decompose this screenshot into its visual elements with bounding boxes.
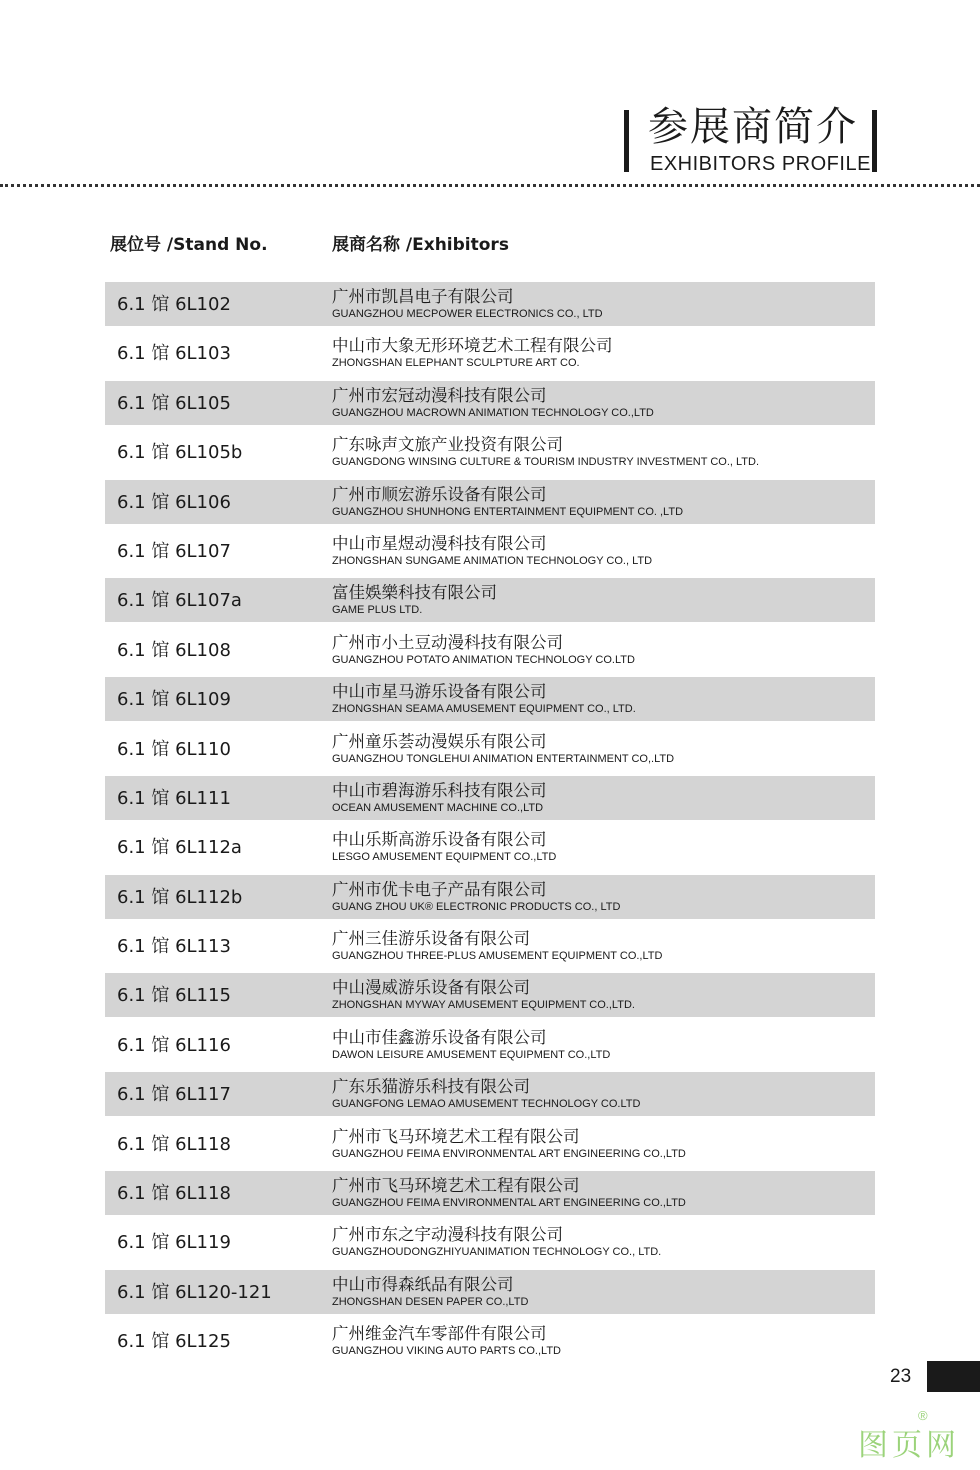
stand-number: 6.1 馆 6L103 [117,343,231,365]
exhibitor-name-en: GUANGZHOUDONGZHIYUANIMATION TECHNOLOGY CO., LTD. [332,1246,662,1259]
stand-number: 6.1 馆 6L105 [117,392,231,414]
exhibitor-name-en: DAWON LEISURE AMUSEMENT EQUIPMENT CO.,LTD [332,1048,611,1061]
exhibitor-name-en: GUANG ZHOU UK® ELECTRONIC PRODUCTS CO., LTD [332,900,621,913]
table-row [105,430,875,474]
stand-number: 6.1 馆 6L119 [117,1232,231,1254]
stand-number: 6.1 馆 6L112b [117,886,243,908]
exhibitor-name-en: ZHONGSHAN SEAMA AMUSEMENT EQUIPMENT CO., LTD. [332,703,636,716]
exhibitor-name-en: GUANGFONG LEMAO AMUSEMENT TECHNOLOGY CO.LTD [332,1098,641,1111]
exhibitor-name-cn: 广东乐猫游乐科技有限公司 [332,1077,530,1097]
exhibitor-name-cn: 广州市顺宏游乐设备有限公司 [332,484,547,504]
stand-number: 6.1 馆 6L118 [117,1133,231,1155]
exhibitor-name-cn: 中山市佳鑫游乐设备有限公司 [332,1027,547,1047]
exhibitor-name-cn: 广州市宏冠动漫科技有限公司 [332,385,547,405]
exhibitor-name-cn: 广东咏声文旅产业投资有限公司 [332,435,563,455]
exhibitor-name-en: ZHONGSHAN MYWAY AMUSEMENT EQUIPMENT CO.,LTD. [332,999,635,1012]
table-row [105,628,875,672]
exhibitor-name-cn: 广州市东之宇动漫科技有限公司 [332,1225,563,1245]
exhibitor-name-cn: 广州市凯昌电子有限公司 [332,287,514,306]
exhibitor-name-en: ZHONGSHAN SUNGAME ANIMATION TECHNOLOGY CO., LTD [332,554,653,567]
table-row [105,1122,875,1166]
table-row [105,1072,875,1116]
exhibitor-name-cn: 广州市飞马环境艺术工程有限公司 [332,1126,580,1146]
exhibitor-name-cn: 中山市得森纸品有限公司 [332,1274,514,1294]
exhibitor-name-cn: 广州三佳游乐设备有限公司 [332,929,530,949]
stand-number: 6.1 馆 6L102 [117,294,231,315]
exhibitor-name-cn: 中山市大象无形环境艺术工程有限公司 [332,336,613,356]
table-row [105,381,875,425]
exhibitor-name-en: GUANGZHOU SHUNHONG ENTERTAINMENT EQUIPMENT CO. ,LTD [332,505,684,518]
exhibitor-name-cn: 广州市飞马环境艺术工程有限公司 [332,1176,580,1196]
stand-number: 6.1 馆 6L105b [117,442,243,464]
exhibitor-name-cn: 中山市星煜动漫科技有限公司 [332,533,547,553]
exhibitor-name-cn: 广州市小土豆动漫科技有限公司 [332,632,563,652]
watermark-logo: 图页网 [858,1428,960,1463]
table-row [105,875,875,919]
table-row [105,727,875,771]
page-number: 23 [890,1366,912,1387]
stand-number: 6.1 馆 6L113 [117,936,231,958]
exhibitor-name-en: GAME PLUS LTD. [332,604,423,617]
table-row [105,1270,875,1314]
stand-number: 6.1 馆 6L112a [117,837,242,859]
watermark-registered-mark: ® [918,1408,928,1423]
exhibitor-table [105,282,875,1369]
exhibitor-name-cn: 广州市优卡电子产品有限公司 [332,879,547,899]
exhibitor-name-en: GUANGZHOU VIKING AUTO PARTS CO.,LTD [332,1345,561,1358]
exhibitor-name-en: ZHONGSHAN ELEPHANT SCULPTURE ART CO. [332,357,580,370]
table-row [105,480,875,524]
exhibitor-name-en: LESGO AMUSEMENT EQUIPMENT CO.,LTD [332,851,557,864]
table-row [105,331,875,375]
stand-number: 6.1 馆 6L107a [117,590,242,612]
table-row [105,973,875,1017]
exhibitor-name-en: GUANGDONG WINSING CULTURE & TOURISM INDUSTRY INVESTMENT CO., LTD. [332,456,760,469]
table-row [105,924,875,968]
stand-number: 6.1 馆 6L110 [117,738,231,760]
header-bar-right [872,110,877,172]
exhibitor-name-en: OCEAN AMUSEMENT MACHINE CO.,LTD [332,801,544,814]
stand-number: 6.1 馆 6L117 [117,1084,231,1106]
table-row [105,1171,875,1215]
dotted-divider [0,184,980,187]
column-header-exhibitors: 展商名称 /Exhibitors [332,235,509,255]
page-header [0,0,980,200]
stand-number: 6.1 馆 6L118 [117,1183,231,1205]
page-tab [927,1361,980,1392]
stand-number: 6.1 馆 6L106 [117,491,231,513]
exhibitor-name-en: GUANGZHOU POTATO ANIMATION TECHNOLOGY CO.LTD [332,653,635,666]
exhibitor-name-cn: 广州维金汽车零部件有限公司 [332,1324,547,1344]
exhibitor-name-cn: 广州童乐荟动漫娱乐有限公司 [332,731,547,751]
stand-number: 6.1 馆 6L108 [117,639,231,661]
exhibitor-name-en: GUANGZHOU FEIMA ENVIRONMENTAL ART ENGINEERING CO.,LTD [332,1197,686,1210]
table-row [105,529,875,573]
page-title-en: EXHIBITORS PROFILE [650,153,871,175]
exhibitor-name-cn: 中山漫威游乐设备有限公司 [332,978,530,998]
exhibitor-name-cn: 富佳娛樂科技有限公司 [332,583,497,603]
exhibitor-name-cn: 中山市星马游乐设备有限公司 [332,682,547,702]
exhibitor-name-en: ZHONGSHAN DESEN PAPER CO.,LTD [332,1295,529,1308]
exhibitor-name-en: GUANGZHOU FEIMA ENVIRONMENTAL ART ENGINEERING CO.,LTD [332,1147,686,1160]
table-row [105,1023,875,1067]
stand-number: 6.1 馆 6L111 [117,787,231,809]
table-row [105,578,875,622]
exhibitor-name-cn: 中山市碧海游乐科技有限公司 [332,780,547,800]
table-row [105,282,875,326]
exhibitor-name-en: GUANGZHOU MECPOWER ELECTRONICS CO., LTD [332,308,603,320]
table-row [105,1220,875,1264]
page-title-cn: 参展商简介 [648,104,858,150]
table-row [105,677,875,721]
exhibitor-name-en: GUANGZHOU THREE-PLUS AMUSEMENT EQUIPMENT CO.,LTD [332,950,663,963]
stand-number: 6.1 馆 6L107 [117,540,231,562]
exhibitor-name-en: GUANGZHOU TONGLEHUI ANIMATION ENTERTAINMENT CO,.LTD [332,752,675,765]
table-row [105,825,875,869]
stand-number: 6.1 馆 6L125 [117,1331,231,1353]
table-row [105,776,875,820]
exhibitor-name-en: GUANGZHOU MACROWN ANIMATION TECHNOLOGY CO.,LTD [332,406,654,419]
exhibitor-name-cn: 中山乐斯高游乐设备有限公司 [332,830,547,850]
stand-number: 6.1 馆 6L116 [117,1034,231,1056]
stand-number: 6.1 馆 6L109 [117,689,231,711]
column-header-stand: 展位号 /Stand No. [110,235,268,255]
stand-number: 6.1 馆 6L115 [117,985,231,1007]
table-row [105,1319,875,1363]
stand-number: 6.1 馆 6L120-121 [117,1281,272,1303]
header-bar-left [624,110,629,172]
